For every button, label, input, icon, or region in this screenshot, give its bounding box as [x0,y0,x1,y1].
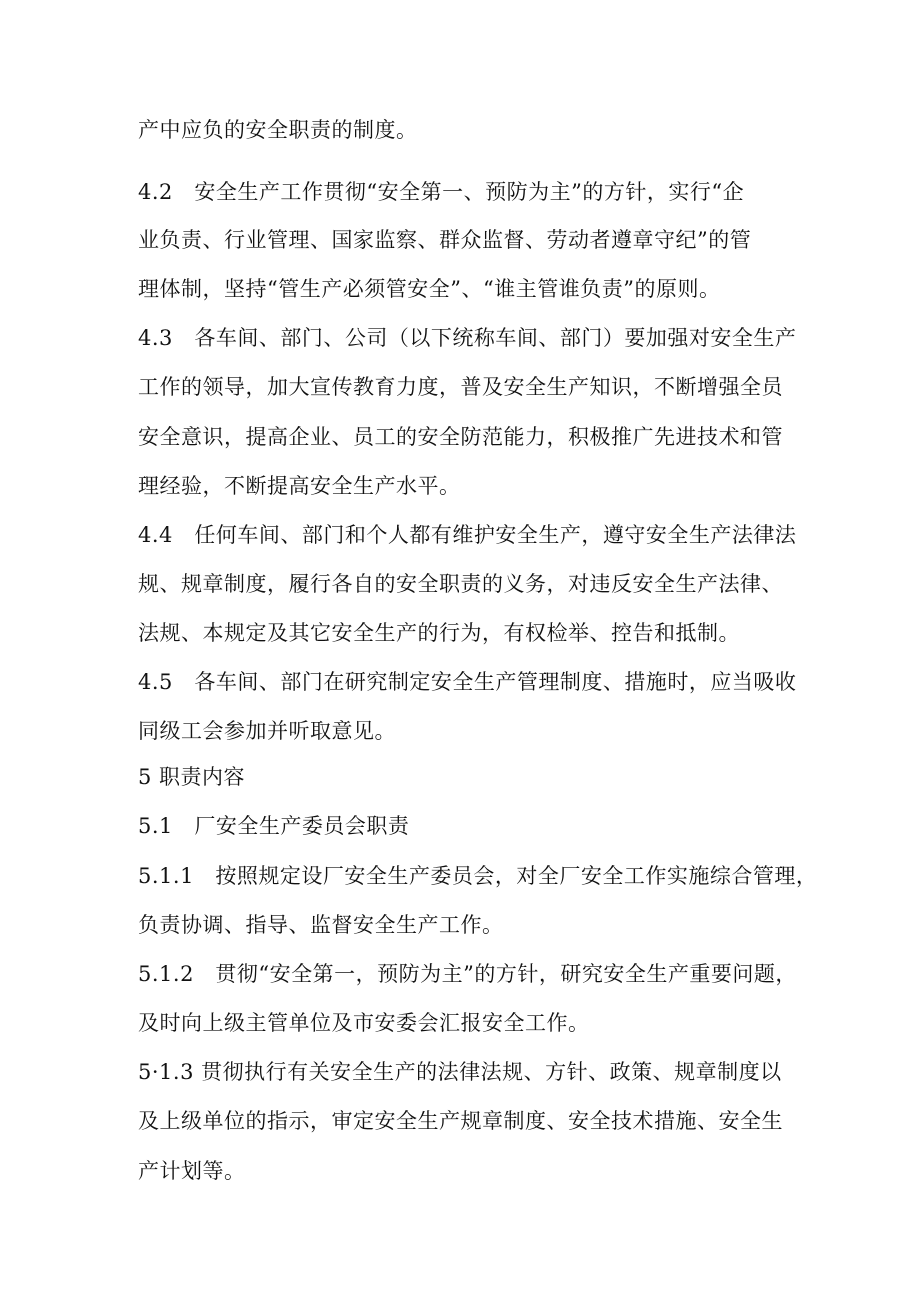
text-line: 法规、本规定及其它安全生产的行为，有权检举、控告和抵制。 [138,621,740,645]
text-line: 5·1.3 贯彻执行有关安全生产的法律法规、方针、政策、规章制度以 [138,1060,782,1084]
text-line: 及上级单位的指示，审定安全生产规章制度、安全技术措施、安全生 [138,1109,783,1133]
text-line: 5.1.1 按照规定设厂安全生产委员会，对全厂安全工作实施综合管理， [138,864,818,888]
text-line: 4.4 任何车间、部门和个人都有维护安全生产，遵守安全生产法律法 [138,523,797,547]
text-line: 业负责、行业管理、国家监察、群众监督、劳动者遵章守纪”的管 [138,228,752,252]
text-line: 理经验，不断提高安全生产水平。 [138,474,461,498]
text-line: 理体制，坚持“管生产必须管安全”、“谁主管谁负责”的原则。 [138,277,721,301]
text-line: 负责协调、指导、监督安全生产工作。 [138,913,504,937]
text-line: 4.5 各车间、部门在研究制定安全生产管理制度、措施时，应当吸收 [138,670,797,694]
subsection-heading: 5.1 厂安全生产委员会职责 [138,814,410,838]
text-line: 同级工会参加并听取意见。 [138,719,396,743]
text-line: 产计划等。 [138,1159,246,1183]
text-line: 产中应负的安全职责的制度。 [138,118,418,142]
text-line: 4.2 安全生产工作贯彻“安全第一、预防为主”的方针，实行“企 [138,180,745,204]
text-line: 4.3 各车间、部门、公司（以下统称车间、部门）要加强对安全生产 [138,326,797,350]
text-line: 规、规章制度，履行各自的安全职责的义务，对违反安全生产法律、 [138,572,783,596]
text-line: 安全意识，提高企业、员工的安全防范能力，积极推广先进技术和管 [138,425,783,449]
text-line: 工作的领导，加大宣传教育力度，普及安全生产知识，不断增强全员 [138,375,783,399]
section-heading: 5 职责内容 [138,765,246,789]
text-line: 5.1.2 贯彻“安全第一，预防为主”的方针，研究安全生产重要问题， [138,962,797,986]
text-line: 及时向上级主管单位及市安委会汇报安全工作。 [138,1011,590,1035]
